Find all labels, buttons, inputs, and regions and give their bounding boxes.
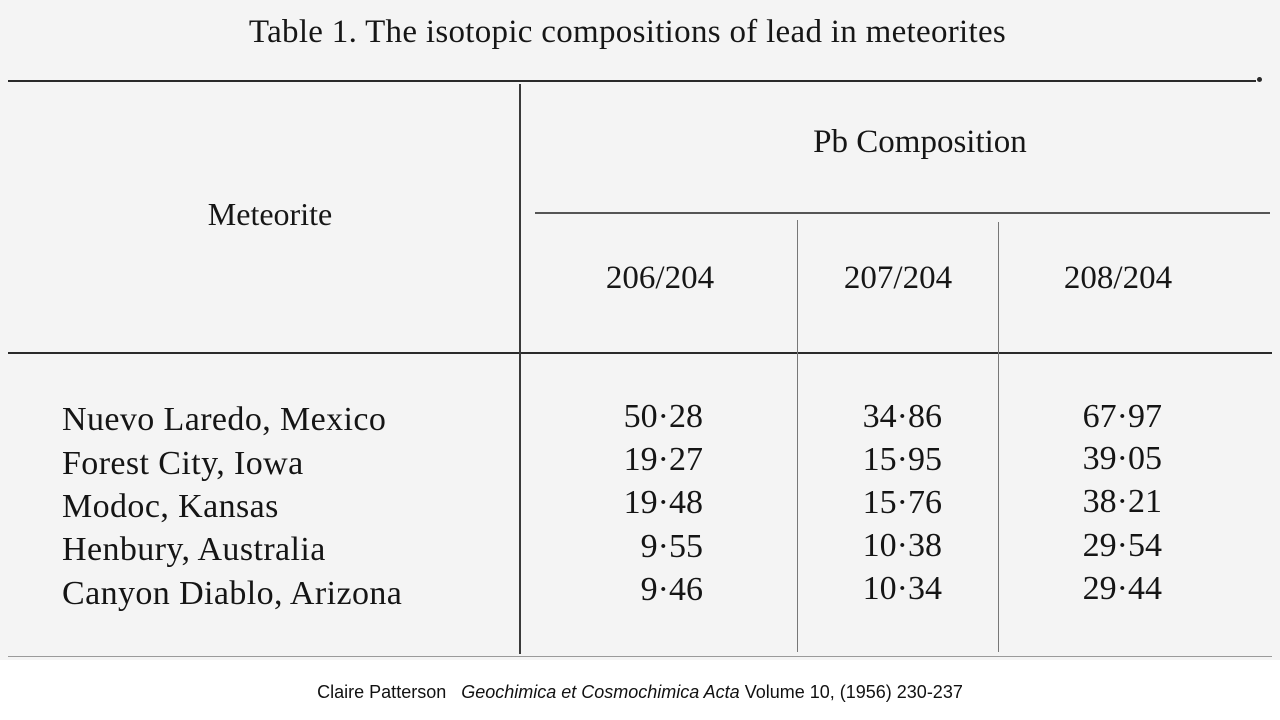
cell-207-modoc: 15·76: [862, 484, 942, 521]
cell-207-canyon-diablo: 10·34: [862, 570, 942, 607]
row-name-modoc: Modoc, Kansas: [62, 488, 279, 525]
header-bottom-rule: [8, 352, 1272, 354]
citation-caption: [0, 682, 1280, 703]
top-rule: [8, 80, 1256, 82]
row-name-forest-city: Forest City, Iowa: [62, 445, 304, 482]
row-name-henbury: Henbury, Australia: [62, 531, 326, 568]
group-header-rule: [535, 212, 1270, 214]
cell-208-modoc: 38·21: [1082, 483, 1162, 520]
cell-207-henbury: 10·38: [862, 527, 942, 564]
cell-207-nuevo-laredo: 34·86: [862, 398, 942, 435]
caption-journal: Geochimica et Cosmochimica Acta: [461, 682, 740, 702]
column-header-208-204: 208/204: [1063, 260, 1173, 296]
column-header-206-204: 206/204: [605, 260, 715, 296]
cell-208-canyon-diablo: 29·44: [1082, 570, 1162, 607]
caption-details: Volume 10, (1956) 230-237: [744, 682, 963, 702]
caption-author: Claire Patterson: [317, 682, 447, 702]
rule-dot: [1257, 77, 1262, 82]
table-title: Table 1. The isotopic compositions of lead in meteorites: [248, 14, 1007, 50]
column-divider-meteorite: [519, 84, 521, 654]
column-header-207-204: 207/204: [843, 260, 953, 296]
cell-208-henbury: 29·54: [1082, 527, 1162, 564]
cell-206-canyon-diablo: 9·46: [640, 571, 703, 608]
cell-206-modoc: 19·48: [623, 484, 703, 521]
meteorite-column-header: Meteorite: [207, 196, 333, 232]
cell-206-forest-city: 19·27: [623, 441, 703, 478]
cell-208-nuevo-laredo: 67·97: [1082, 398, 1162, 435]
cell-206-henbury: 9·55: [640, 528, 703, 565]
cell-206-nuevo-laredo: 50·28: [623, 398, 703, 435]
row-name-canyon-diablo: Canyon Diablo, Arizona: [62, 575, 403, 612]
pb-composition-header: Pb Composition: [813, 124, 1027, 160]
cell-208-forest-city: 39·05: [1082, 440, 1162, 477]
cell-207-forest-city: 15·95: [862, 441, 942, 478]
bottom-rule: [8, 656, 1272, 657]
row-name-nuevo-laredo: Nuevo Laredo, Mexico: [62, 401, 387, 438]
